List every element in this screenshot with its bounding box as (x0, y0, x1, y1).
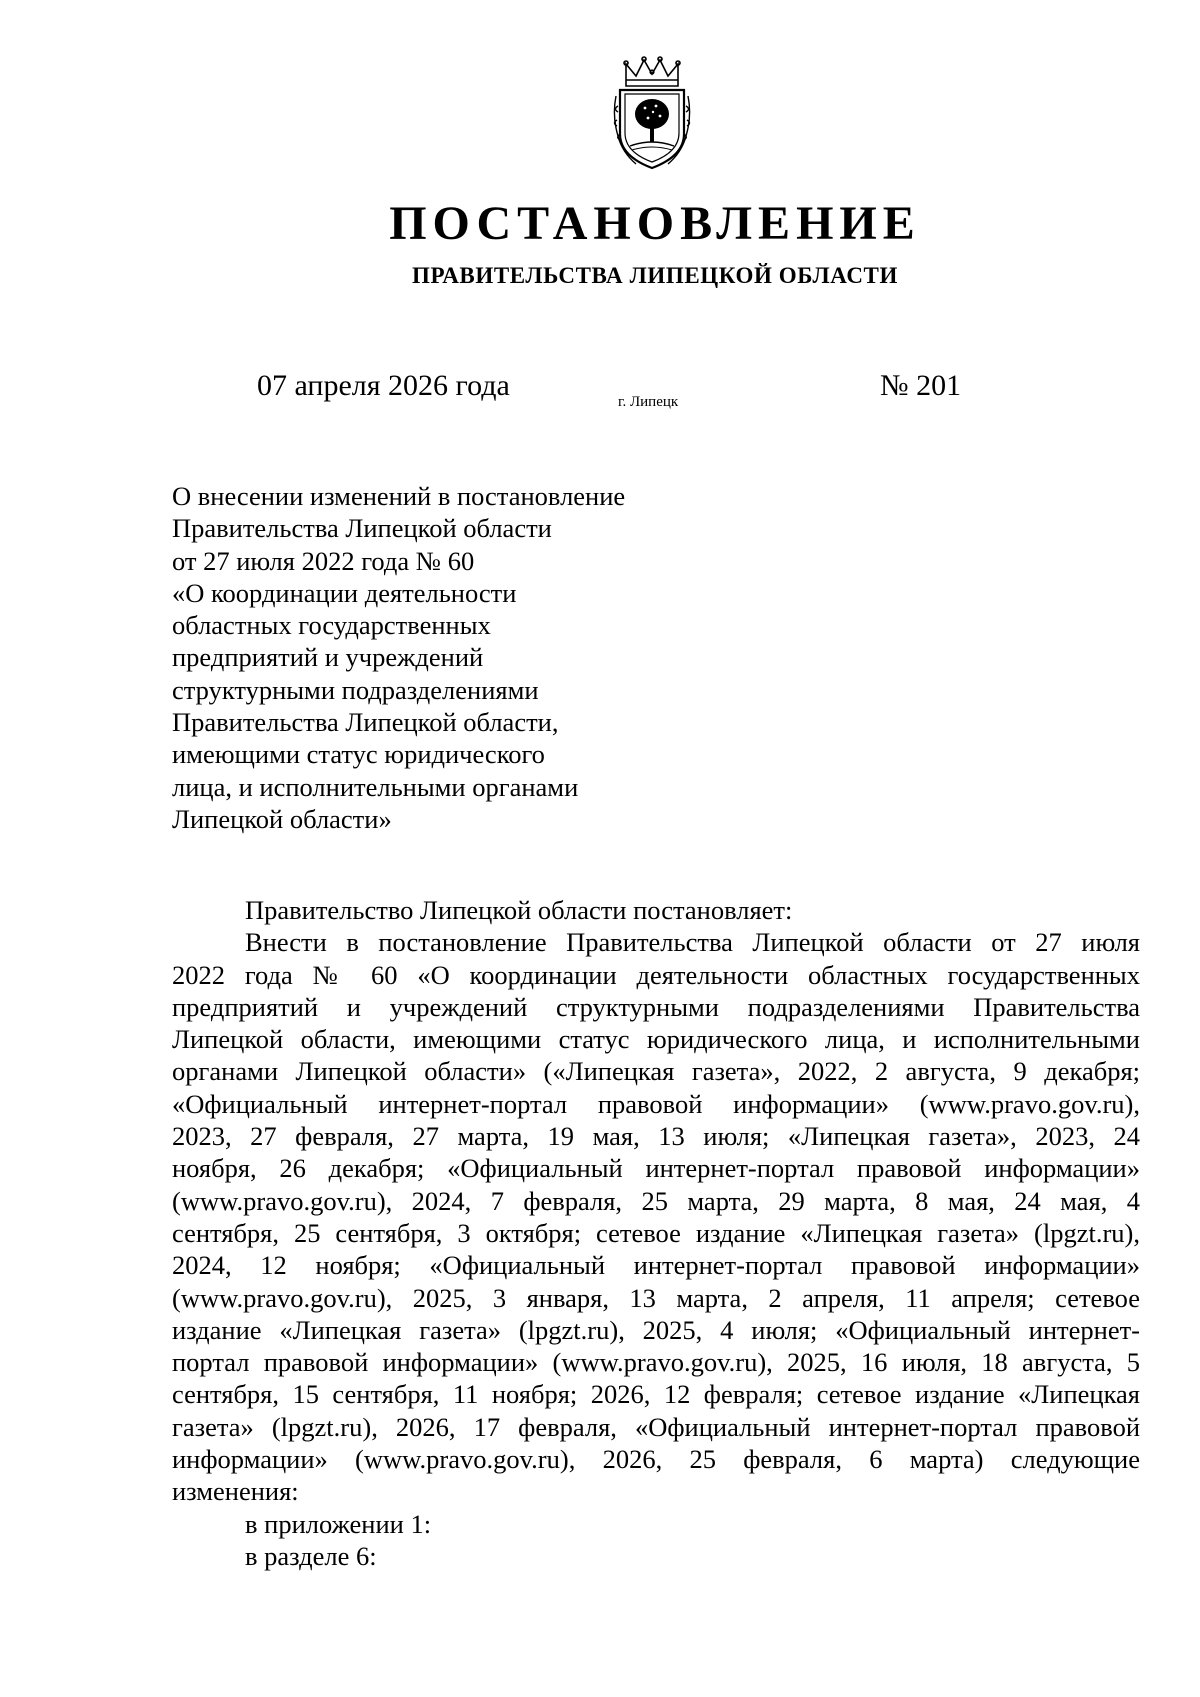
coat-of-arms-icon (612, 56, 692, 174)
title-line: от 27 июля 2022 года № 60 (172, 545, 475, 576)
paragraph-line: портал правовой информации» (www.pravo.gov.ru), 2025, 16 июля, 18 августа, 5 (172, 1347, 1140, 1378)
paragraph-line: Липецкой области, имеющими статус юридического лица, и исполнительными (172, 1024, 1140, 1055)
title-line: имеющими статус юридического (172, 739, 545, 770)
paragraph-line: сентября, 25 сентября, 3 октября; сетевое издание «Липецкая газета» (lpgzt.ru), (172, 1217, 1140, 1248)
document-title (172, 480, 692, 835)
main-paragraph (172, 926, 1140, 1507)
list-item: в приложении 1: (245, 1508, 432, 1539)
paragraph-line: 2024, 12 ноября; «Официальный интернет-портал правовой информации» (172, 1250, 1140, 1281)
title-line: предприятий и учреждений (172, 642, 484, 673)
title-line: областных государственных (172, 610, 491, 641)
document-place: г. Липецк (618, 394, 679, 410)
title-line: Правительства Липецкой области (172, 513, 552, 544)
paragraph-line: «Официальный интернет-портал правовой информации» (www.pravo.gov.ru), (172, 1088, 1140, 1119)
document-number: № 201 (880, 369, 962, 402)
paragraph-line: предприятий и учреждений структурными подразделениями Правительства (172, 991, 1140, 1022)
title-line: Правительства Липецкой области, (172, 707, 559, 738)
list-item: в разделе 6: (245, 1540, 377, 1571)
title-line: Липецкой области» (172, 803, 392, 834)
paragraph-line: (www.pravo.gov.ru), 2024, 7 февраля, 25 марта, 29 марта, 8 мая, 24 мая, 4 (172, 1185, 1140, 1216)
issuer-heading: ПРАВИТЕЛЬСТВА ЛИПЕЦКОЙ ОБЛАСТИ (412, 263, 898, 288)
paragraph-line: информации» (www.pravo.gov.ru), 2026, 25 февраля, 6 марта) следующие (172, 1444, 1140, 1475)
title-line: структурными подразделениями (172, 674, 539, 705)
paragraph-line: издание «Липецкая газета» (lpgzt.ru), 2025, 4 июля; «Официальный интернет- (172, 1314, 1140, 1345)
paragraph-line: 2022 года № 60 «О координации деятельности областных государственных (172, 959, 1140, 990)
paragraph-line: Внести в постановление Правительства Липецкой области от 27 июля (245, 927, 1140, 958)
preamble: Правительство Липецкой области постановляет: (245, 895, 793, 925)
paragraph-line: органами Липецкой области» («Липецкая газета», 2022, 2 августа, 9 декабря; (172, 1056, 1140, 1087)
document-date: 07 апреля 2026 года (257, 369, 510, 402)
document-type-heading: ПОСТАНОВЛЕНИЕ (389, 197, 921, 250)
paragraph-line: изменения: (172, 1476, 299, 1507)
paragraph-line: 2023, 27 февраля, 27 марта, 19 мая, 13 июля; «Липецкая газета», 2023, 24 (172, 1121, 1140, 1152)
paragraph-line: ноября, 26 декабря; «Официальный интернет-портал правовой информации» (172, 1153, 1140, 1184)
paragraph-line: сентября, 15 сентября, 11 ноября; 2026, 12 февраля; сетевое издание «Липецкая (172, 1379, 1140, 1410)
title-line: «О координации деятельности (172, 577, 517, 608)
title-line: лица, и исполнительными органами (172, 771, 579, 802)
paragraph-line: газета» (lpgzt.ru), 2026, 17 февраля, «Официальный интернет-портал правовой (172, 1411, 1140, 1442)
paragraph-line: (www.pravo.gov.ru), 2025, 3 января, 13 марта, 2 апреля, 11 апреля; сетевое (172, 1282, 1140, 1313)
document-body (172, 894, 1140, 1572)
title-line: О внесении изменений в постановление (172, 481, 626, 511)
